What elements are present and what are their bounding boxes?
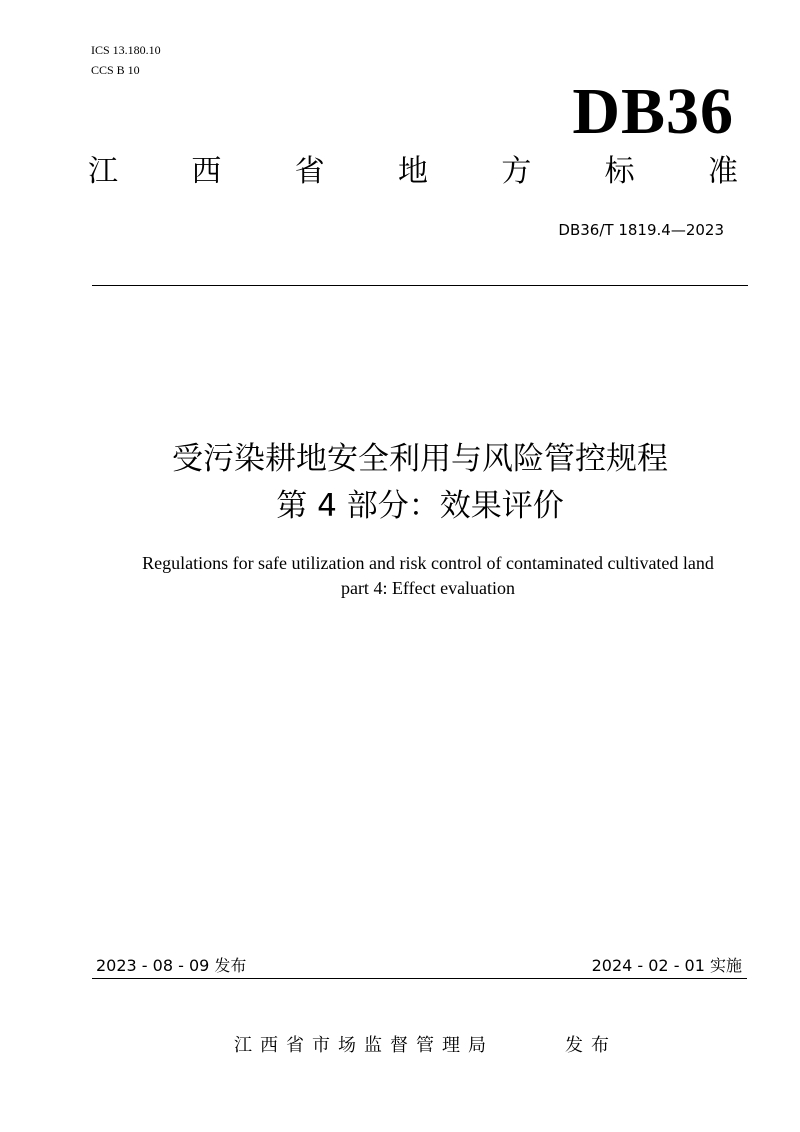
ics-code: ICS 13.180.10 (91, 43, 161, 57)
issue-date: 2023 - 08 - 09 发布 (96, 956, 247, 975)
standard-type-char: 西 (191, 154, 222, 189)
standard-type-char: 江 (88, 154, 118, 189)
standard-type (88, 150, 738, 194)
english-title-line-2: part 4: Effect evaluation (340, 578, 516, 598)
english-title-line-1: Regulations for safe utilization and risk control of contaminated cultivated land (142, 553, 714, 573)
standard-type-char: 标 (604, 154, 635, 189)
chinese-title-line-1: 受污染耕地安全利用与风险管控规程 (172, 441, 668, 477)
standard-type-char: 准 (707, 154, 738, 189)
footer-divider (92, 978, 747, 979)
standard-type-char: 地 (397, 154, 428, 189)
chinese-title-line-2: 第 4 部分：效果评价 (276, 488, 564, 524)
header-divider (92, 285, 748, 286)
standard-number: DB36/T 1819.4—2023 (558, 221, 724, 239)
implementation-date: 2024 - 02 - 01 实施 (591, 956, 742, 975)
standard-code-logo: DB36 (572, 75, 734, 148)
standard-type-char: 方 (501, 154, 532, 189)
ccs-code: CCS B 10 (91, 63, 140, 77)
issuing-action: 发布 (565, 1035, 617, 1056)
standard-type-char: 省 (294, 154, 325, 189)
issuing-authority: 江西省市场监督管理局 (234, 1035, 494, 1056)
